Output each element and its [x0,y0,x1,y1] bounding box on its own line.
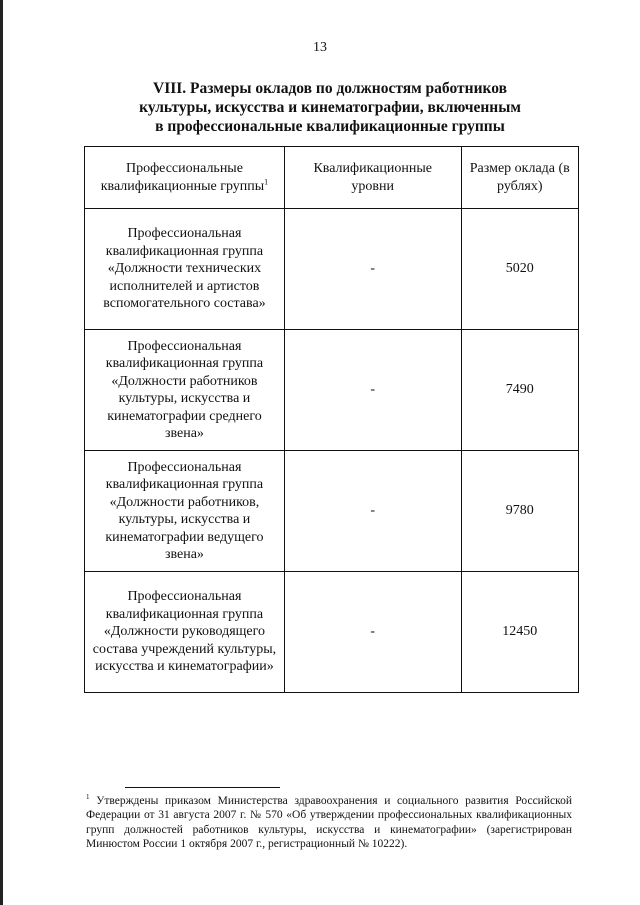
footnote-divider [125,787,280,788]
footnote-mark: 1 [264,176,269,186]
salary-table [84,146,579,693]
header-professional-groups: Профессиональные квалификационные группы$^1$ [85,147,285,209]
table-row [85,572,579,693]
cell-level: - [284,209,461,330]
section-title-line: в профессиональные квалификационные группы [155,118,505,135]
table-header-row [85,147,579,209]
cell-salary: 5020 [461,209,578,330]
header-salary: Размер оклада (в рублях) [461,147,578,209]
cell-level: - [284,330,461,451]
cell-group: Профессиональная квалификационная группа «Должности работников, культуры, искусства и кинематографии ведущего звена» [85,451,285,572]
cell-salary: 9780 [461,451,578,572]
section-title-line: культуры, искусства и кинематографии, включенным [139,99,521,116]
footnote-text: Утверждены приказом Министерства здравоохранения и социального развития Российской Федерации от 31 августа 2007 г. № 570 «Об утверждении профессиональных квалификационных групп должностей работников культуры, искусства и кинематографии» (зарегистрирован Минюстом России 1 октября 2007 г., регистрационный № 10222). [86,794,572,851]
cell-group: Профессиональная квалификационная группа «Должности технических исполнителей и артистов вспомогательного состава» [85,209,285,330]
footnote-mark: 1 [86,793,90,801]
footnote [86,790,572,852]
cell-salary: 7490 [461,330,578,451]
table-row [85,209,579,330]
cell-level: - [284,572,461,693]
page-number: 13 [313,40,327,55]
scan-edge [0,0,3,905]
section-title-line: VIII. Размеры окладов по должностям работников [153,80,507,97]
table-row [85,330,579,451]
cell-group: Профессиональная квалификационная группа «Должности руководящего состава учреждений культуры, искусства и кинематографии» [85,572,285,693]
cell-salary: 12450 [461,572,578,693]
header-qualification-levels: Квалификационные уровни [284,147,461,209]
cell-group: Профессиональная квалификационная группа «Должности работников культуры, искусства и кинематографии среднего звена» [85,330,285,451]
cell-level: - [284,451,461,572]
table-row [85,451,579,572]
section-title [130,79,530,136]
